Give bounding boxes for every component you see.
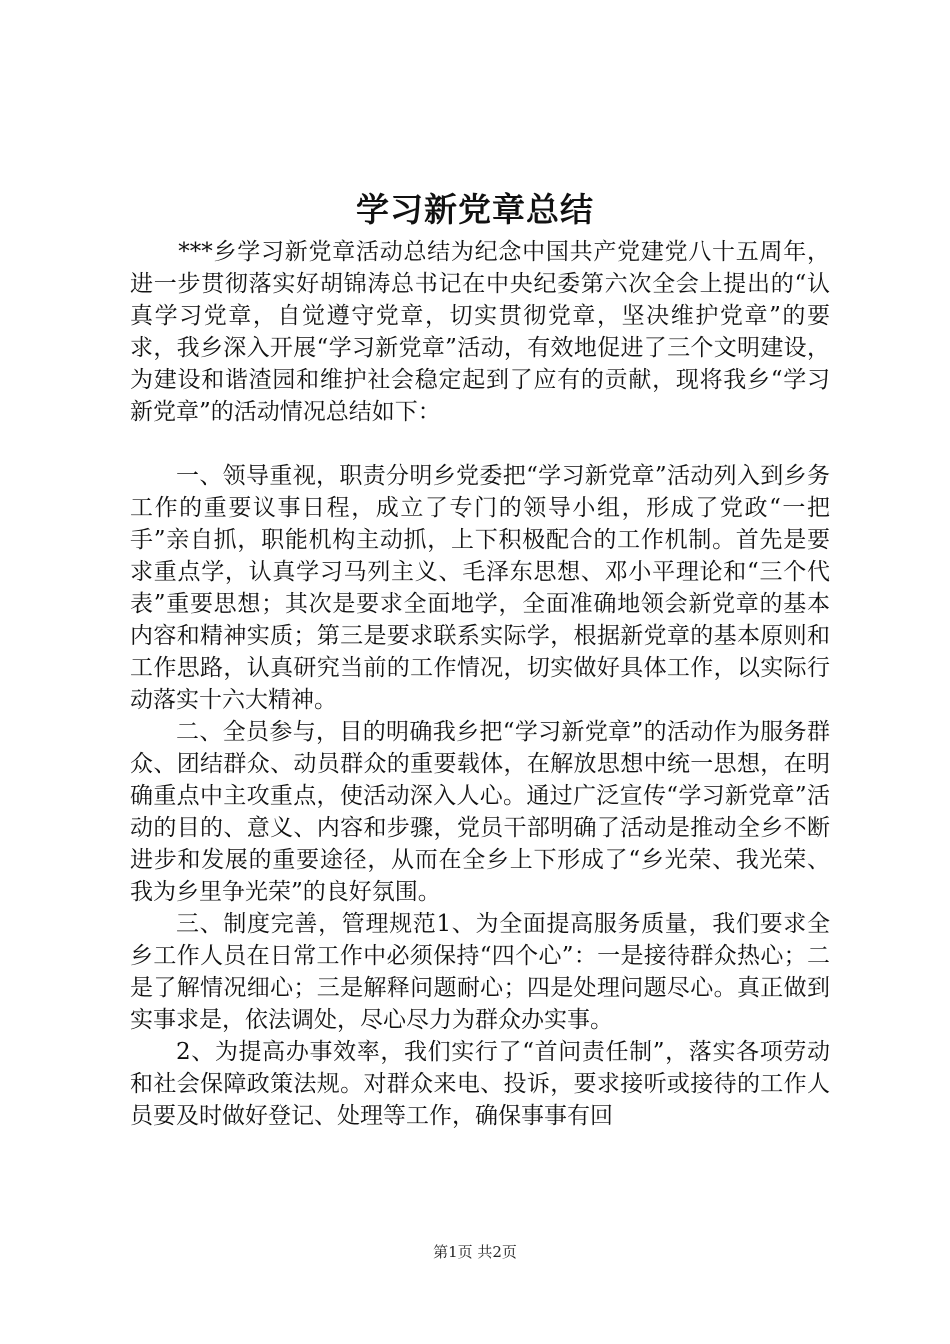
page-footer: 第1页 共2页 — [433, 1243, 517, 1261]
document-title: 学习新党章总结 — [356, 190, 594, 229]
paragraph-section-3: 三、制度完善，管理规范1、为全面提高服务质量，我们要求全乡工作人员在日常工作中必须保持“四个心”：一是接待群众热心；二是了解情况细心；三是解释问题耐心；四是处理问题尽心。真正做到实事求是，依法调处，尽心尽力为群众办实事。 — [130, 911, 830, 1033]
paragraph-section-3-item-2: 2、为提高办事效率，我们实行了“首问责任制”，落实各项劳动和社会保障政策法规。对群众来电、投诉，要求接听或接待的工作人员要及时做好登记、处理等工作，确保事事有回 — [130, 1039, 830, 1129]
document-body — [130, 236, 830, 1132]
paragraph-intro: ***乡学习新党章活动总结为纪念中国共产党建党八十五周年，进一步贯彻落实好胡锦涛总书记在中央纪委第六次全会上提出的“认真学习党章，自觉遵守党章，切实贯彻党章，坚决维护党章”的要求，我乡深入开展“学习新党章”活动，有效地促进了三个文明建设，为建设和谐渣园和维护社会稳定起到了应有的贡献，现将我乡“学习新党章”的活动情况总结如下： — [130, 239, 830, 425]
paragraph-section-2: 二、全员参与，目的明确我乡把“学习新党章”的活动作为服务群众、团结群众、动员群众的重要载体，在解放思想中统一思想，在明确重点中主攻重点，使活动深入人心。通过广泛宣传“学习新党章”活动的目的、意义、内容和步骤，党员干部明确了活动是推动全乡不断进步和发展的重要途径，从而在全乡上下形成了“乡光荣、我光荣、我为乡里争光荣”的良好氛围。 — [130, 719, 830, 905]
paragraph-section-1: 一、领导重视，职责分明乡党委把“学习新党章”活动列入到乡务工作的重要议事日程，成立了专门的领导小组，形成了党政“一把手”亲自抓，职能机构主动抓，上下积极配合的工作机制。首先是要求重点学，认真学习马列主义、毛泽东思想、邓小平理论和“三个代表”重要思想；其次是要求全面地学，全面准确地领会新党章的基本内容和精神实质；第三是要求联系实际学，根据新党章的基本原则和工作思路，认真研究当前的工作情况，切实做好具体工作，以实际行动落实十六大精神。 — [130, 463, 830, 713]
